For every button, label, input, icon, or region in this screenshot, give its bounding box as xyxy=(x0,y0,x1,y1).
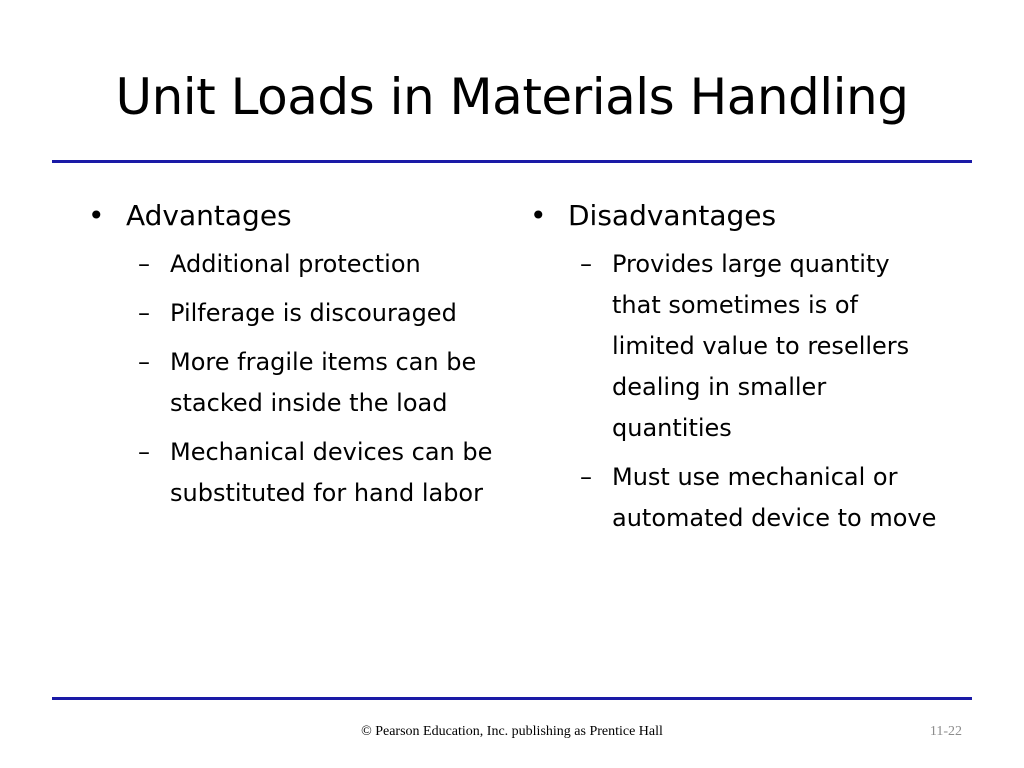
copyright-footer: © Pearson Education, Inc. publishing as Prentice Hall xyxy=(361,724,663,739)
dash-icon: – xyxy=(580,463,592,491)
bullet-heading xyxy=(530,196,940,236)
disadvantages-list xyxy=(530,244,940,539)
bullet-heading xyxy=(88,196,498,236)
disadvantages-column xyxy=(530,196,940,547)
page-number: 11-22 xyxy=(929,724,962,739)
disadvantages-heading: Disadvantages xyxy=(568,199,777,232)
list-item-text: Provides large quantity that sometimes is of limited value to resellers dealing in smaller quantities xyxy=(612,250,910,442)
list-item-text: More fragile items can be stacked inside the load xyxy=(170,348,477,417)
list-item-text: Additional protection xyxy=(170,250,421,278)
dash-icon: – xyxy=(138,250,150,278)
footer-divider xyxy=(52,697,972,700)
list-item-text: Must use mechanical or automated device to move xyxy=(612,463,937,532)
dash-icon: – xyxy=(138,299,150,327)
list-item xyxy=(138,244,498,285)
slide-title: Unit Loads in Materials Handling xyxy=(115,68,909,126)
dash-icon: – xyxy=(580,250,592,278)
bullet-dot-icon: • xyxy=(88,199,105,232)
list-item-text: Mechanical devices can be substituted for hand labor xyxy=(170,438,493,507)
list-item-text: Pilferage is discouraged xyxy=(170,299,457,327)
list-item xyxy=(138,342,498,424)
title-divider xyxy=(52,160,972,163)
list-item xyxy=(580,244,940,449)
advantages-heading: Advantages xyxy=(126,199,292,232)
dash-icon: – xyxy=(138,438,150,466)
advantages-list xyxy=(88,244,498,514)
list-item xyxy=(138,293,498,334)
dash-icon: – xyxy=(138,348,150,376)
list-item xyxy=(138,432,498,514)
advantages-column xyxy=(88,196,498,522)
list-item xyxy=(580,457,940,539)
bullet-dot-icon: • xyxy=(530,199,547,232)
